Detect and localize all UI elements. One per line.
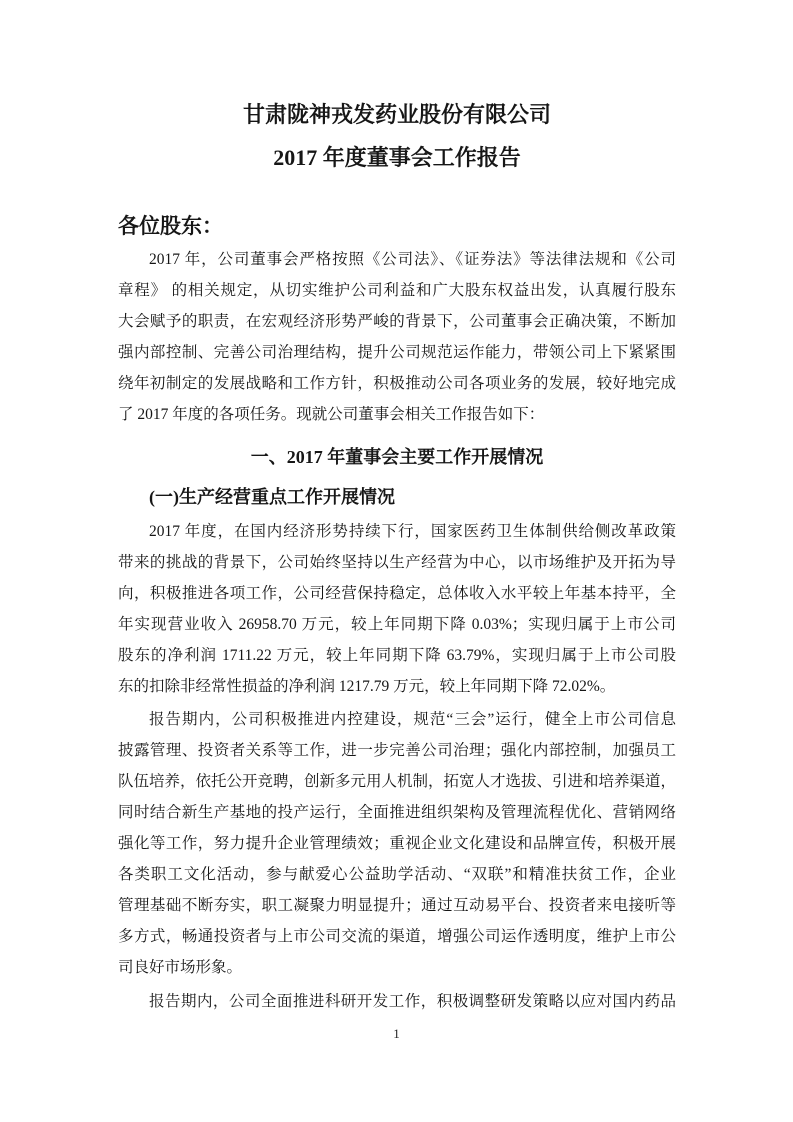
paragraph-line: 报告期内，公司全面推进科研开发工作，积极调整研发策略以应对国内药品 xyxy=(149,993,676,1010)
paragraph-line: 向，积极推进各项工作，公司经营保持稳定，总体收入水平较上年基本持平，全 xyxy=(118,585,676,602)
paragraph-line: 绕年初制定的发展战略和工作方针，积极推动公司各项业务的发展，较好地完成 xyxy=(118,375,676,392)
paragraph-line: 2017 年，公司董事会严格按照《公司法》、《证券法》等法律法规和《公司 xyxy=(149,251,676,268)
paragraph-line: 各类职工文化活动，参与献爱心公益助学活动、“双联”和精准扶贫工作，企业 xyxy=(118,866,676,883)
paragraph-intro xyxy=(118,244,676,430)
paragraph-line: 披露管理、投资者关系等工作，进一步完善公司治理；强化内部控制，加强员工 xyxy=(118,742,676,759)
paragraph-line: 多方式，畅通投资者与上市公司交流的渠道，增强公司运作透明度，维护上市公 xyxy=(118,928,676,945)
paragraph-line: 东的扣除非经常性损益的净利润 1217.79 万元，较上年同期下降 72.02%。 xyxy=(118,678,616,695)
section-heading: 一、2017 年董事会主要工作开展情况 xyxy=(250,447,544,467)
paragraph-line: 章程》 的相关规定，从切实维护公司利益和广大股东权益出发，认真履行股东 xyxy=(118,282,676,299)
paragraph-governance xyxy=(118,704,676,983)
paragraph-rnd xyxy=(118,986,676,1017)
paragraph-line: 司良好市场形象。 xyxy=(118,959,243,976)
paragraph-line: 大会赋予的职责，在宏观经济形势严峻的背景下，公司董事会正确决策，不断加 xyxy=(118,313,676,330)
paragraph-line: 2017 年度，在国内经济形势持续下行，国家医药卫生体制供给侧改革政策 xyxy=(149,523,676,540)
paragraph-line: 年实现营业收入 26958.70 万元，较上年同期下降 0.03%；实现归属于上市公司 xyxy=(118,616,676,633)
paragraph-line: 管理基础不断夯实，职工凝聚力明显提升；通过互动易平台、投资者来电接听等 xyxy=(118,897,676,914)
paragraph-line: 股东的净利润 1711.22 万元，较上年同期下降 63.79%，实现归属于上市公司股 xyxy=(118,647,676,664)
paragraph-line: 了 2017 年度的各项任务。现就公司董事会相关工作报告如下： xyxy=(118,406,545,423)
page-number: 1 xyxy=(393,1026,400,1041)
paragraph-line: 同时结合新生产基地的投产运行，全面推进组织架构及管理流程优化、营销网络 xyxy=(118,804,676,821)
paragraph-operations xyxy=(118,516,676,702)
doc-title-line2: 2017 年度董事会工作报告 xyxy=(273,145,521,170)
paragraph-line: 报告期内，公司积极推进内控建设，规范“三会”运行，健全上市公司信息 xyxy=(149,711,676,728)
subsection-heading: (一)生产经营重点工作开展情况 xyxy=(149,487,395,507)
paragraph-line: 强化等工作，努力提升企业管理绩效；重视企业文化建设和品牌宣传，积极开展 xyxy=(118,835,676,852)
paragraph-line: 带来的挑战的背景下，公司始终坚持以生产经营为中心，以市场维护及开拓为导 xyxy=(118,554,676,571)
salutation: 各位股东： xyxy=(118,214,223,238)
paragraph-line: 队伍培养，依托公开竞聘，创新多元用人机制，拓宽人才选拔、引进和培养渠道， xyxy=(118,773,677,790)
doc-title-line1: 甘肃陇神戎发药业股份有限公司 xyxy=(242,102,551,127)
paragraph-line: 强内部控制、完善公司治理结构，提升公司规范运作能力，带领公司上下紧紧围 xyxy=(118,344,676,361)
